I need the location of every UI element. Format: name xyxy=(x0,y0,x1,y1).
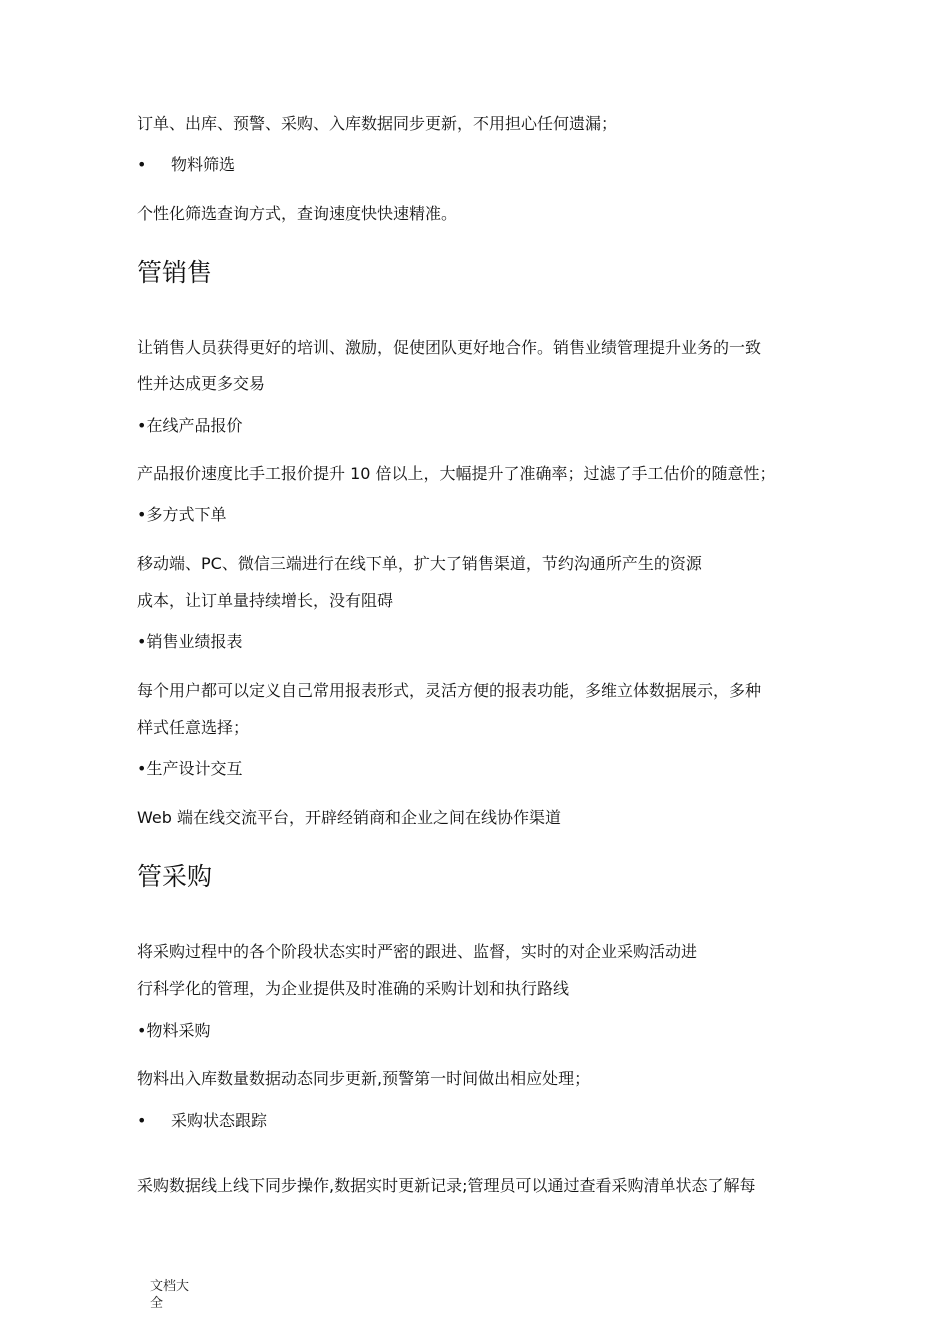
bullet-marker: • xyxy=(137,155,147,174)
paragraph-tracking: 采购数据线上线下同步操作,数据实时更新记录;管理员可以通过查看采购清单状态了解每 xyxy=(137,1176,756,1195)
item-material-purchase: •物料采购 xyxy=(137,1021,211,1040)
paragraph-sales-line1: 让销售人员获得更好的培训、激励，促使团队更好地合作。销售业绩管理提升业务的一致 xyxy=(137,338,762,357)
heading-sales: 管销售 xyxy=(137,258,213,287)
paragraph-order-line1: 移动端、PC、微信三端进行在线下单，扩大了销售渠道，节约沟通所产生的资源 xyxy=(137,554,702,573)
item-online-quote: •在线产品报价 xyxy=(137,416,243,435)
item-sales-report: •销售业绩报表 xyxy=(137,632,243,651)
paragraph-purchase-line2: 行科学化的管理，为企业提供及时准确的采购计划和执行路线 xyxy=(137,979,570,998)
bullet-material-filter xyxy=(137,155,235,175)
heading-purchase: 管采购 xyxy=(137,862,213,891)
footer-label xyxy=(150,1278,189,1312)
footer-line2: 全 xyxy=(150,1296,164,1311)
paragraph-material: 物料出入库数量数据动态同步更新,预警第一时间做出相应处理； xyxy=(137,1069,591,1088)
paragraph-report-line2: 样式任意选择； xyxy=(137,718,250,737)
bullet-label: 物料筛选 xyxy=(171,155,236,174)
bullet-label: 采购状态跟踪 xyxy=(171,1111,268,1130)
bullet-purchase-tracking xyxy=(137,1111,267,1131)
footer-line1: 文档大 xyxy=(150,1279,190,1294)
paragraph-order-line2: 成本，让订单量持续增长，没有阻碍 xyxy=(137,591,394,610)
item-multi-order: •多方式下单 xyxy=(137,505,227,524)
bullet-marker: • xyxy=(137,1111,147,1130)
paragraph-filter: 个性化筛选查询方式，查询速度快快速精准。 xyxy=(137,204,458,223)
paragraph-sales-line2: 性并达成更多交易 xyxy=(137,374,266,393)
paragraph-quote: 产品报价速度比手工报价提升 10 倍以上，大幅提升了准确率；过滤了手工估价的随意性； xyxy=(137,464,776,483)
item-design-interaction: •生产设计交互 xyxy=(137,759,243,778)
paragraph-design: Web 端在线交流平台，开辟经销商和企业之间在线协作渠道 xyxy=(137,808,561,827)
paragraph-purchase-line1: 将采购过程中的各个阶段状态实时严密的跟进、监督，实时的对企业采购活动进 xyxy=(137,942,698,961)
paragraph-sync: 订单、出库、预警、采购、入库数据同步更新，不用担心任何遗漏； xyxy=(137,114,618,133)
paragraph-report-line1: 每个用户都可以定义自己常用报表形式，灵活方便的报表功能，多维立体数据展示，多种 xyxy=(137,681,762,700)
